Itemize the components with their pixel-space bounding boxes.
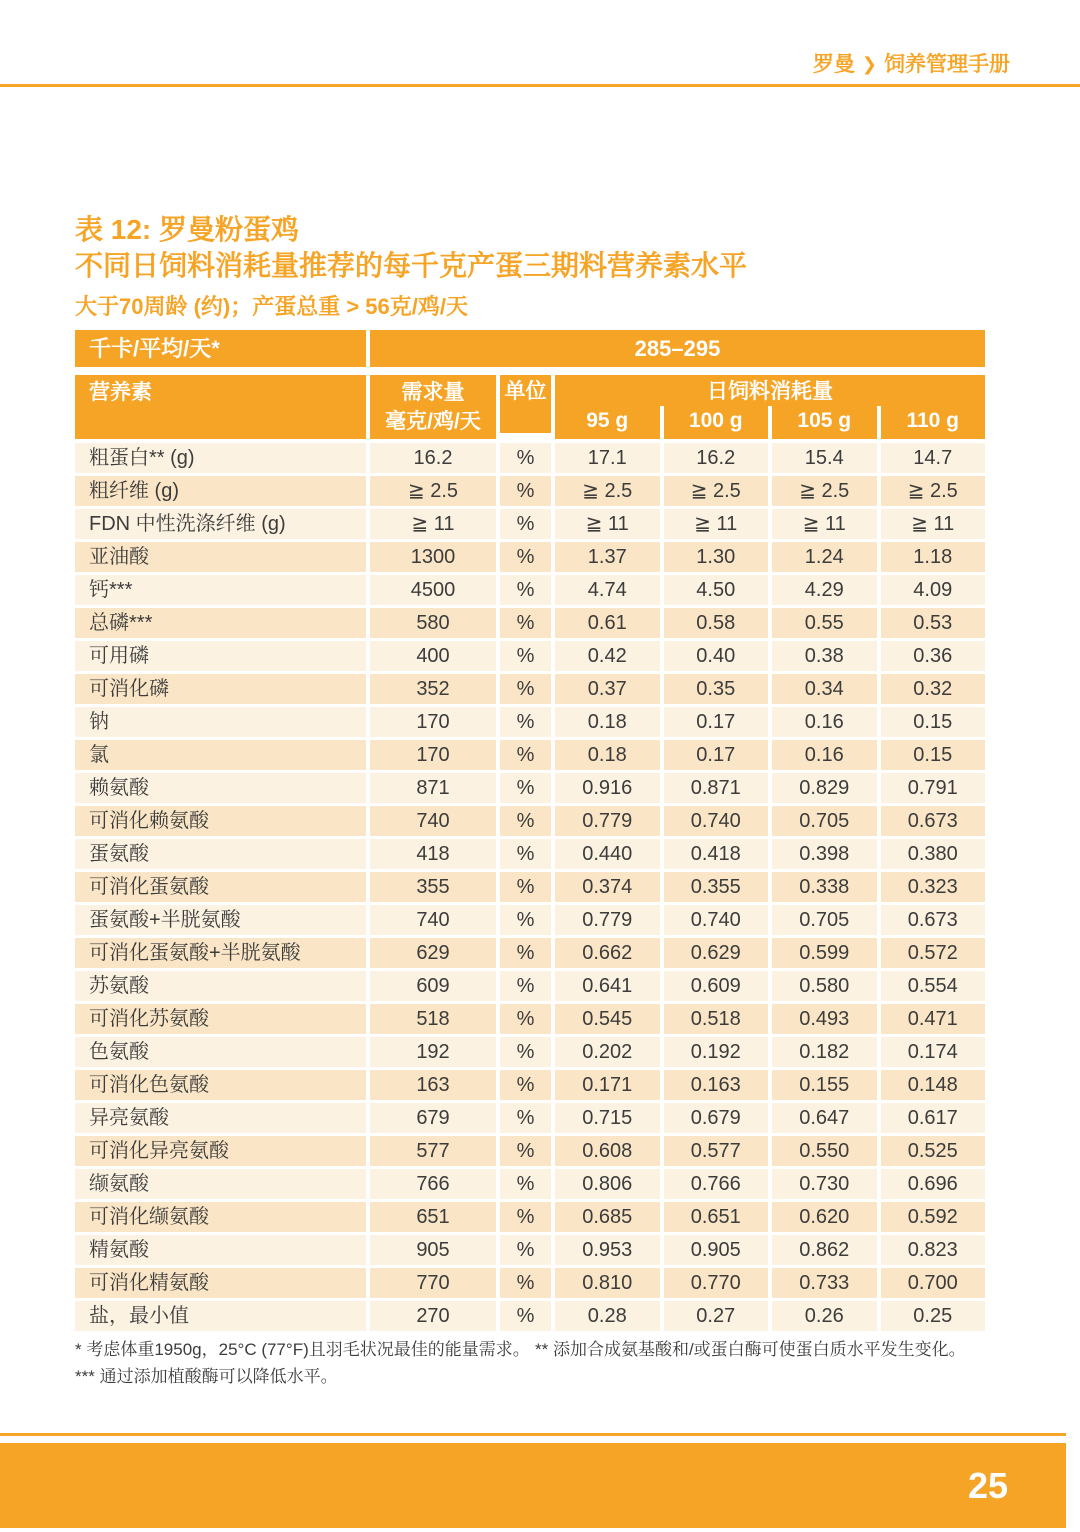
- unit-cell: %: [500, 674, 551, 704]
- table-row: [75, 773, 985, 803]
- chevron-right-icon: ❯: [861, 54, 877, 74]
- value-cell: 0.525: [881, 1136, 986, 1166]
- requirement-cell: 4500: [370, 575, 496, 605]
- requirement-cell: 609: [370, 971, 496, 1001]
- value-cell: 0.18: [555, 740, 660, 770]
- nutrient-name-cell: 粗蛋白** (g): [75, 443, 366, 473]
- value-cell: 0.609: [664, 971, 769, 1001]
- table-row: [75, 872, 985, 902]
- unit-cell: %: [500, 971, 551, 1001]
- value-cell: 1.24: [772, 542, 877, 572]
- value-cell: 0.554: [881, 971, 986, 1001]
- unit-cell: %: [500, 443, 551, 473]
- footnote-2: ** 添加合成氨基酸和/或蛋白酶可使蛋白质水平发生变化。: [535, 1340, 966, 1359]
- value-cell: 0.730: [772, 1169, 877, 1199]
- value-cell: 0.18: [555, 707, 660, 737]
- value-cell: 17.1: [555, 443, 660, 473]
- nutrient-name-cell: 亚油酸: [75, 542, 366, 572]
- manual-header: [813, 48, 1010, 78]
- requirement-cell: 355: [370, 872, 496, 902]
- value-cell: 0.398: [772, 839, 877, 869]
- value-cell: 0.953: [555, 1235, 660, 1265]
- nutrient-name-cell: 色氨酸: [75, 1037, 366, 1067]
- nutrient-name-cell: 可消化蛋氨酸+半胱氨酸: [75, 938, 366, 968]
- unit-cell: %: [500, 938, 551, 968]
- nutrient-name-cell: 蛋氨酸+半胱氨酸: [75, 905, 366, 935]
- table-row: [75, 806, 985, 836]
- footnotes: [75, 1336, 985, 1390]
- table-row: [75, 1136, 985, 1166]
- value-cell: 0.17: [664, 707, 769, 737]
- requirement-cell: 418: [370, 839, 496, 869]
- title-block: [75, 212, 1005, 321]
- unit-cell: %: [500, 608, 551, 638]
- table-row: [75, 509, 985, 539]
- value-cell: 0.471: [881, 1004, 986, 1034]
- table-row: [75, 905, 985, 935]
- value-cell: 0.61: [555, 608, 660, 638]
- nutrient-column-header: 营养素: [75, 375, 366, 439]
- requirement-cell: 163: [370, 1070, 496, 1100]
- value-cell: 0.493: [772, 1004, 877, 1034]
- value-cell: 0.58: [664, 608, 769, 638]
- value-cell: 0.592: [881, 1202, 986, 1232]
- nutrient-name-cell: FDN 中性洗涤纤维 (g): [75, 509, 366, 539]
- value-cell: 0.810: [555, 1268, 660, 1298]
- requirement-label: 需求量: [401, 381, 465, 404]
- value-cell: 0.685: [555, 1202, 660, 1232]
- value-cell: ≧ 11: [772, 509, 877, 539]
- value-cell: 0.673: [881, 905, 986, 935]
- unit-cell: %: [500, 773, 551, 803]
- unit-cell: %: [500, 1070, 551, 1100]
- value-cell: 0.26: [772, 1301, 877, 1331]
- value-cell: 0.16: [772, 740, 877, 770]
- value-cell: ≧ 11: [881, 509, 986, 539]
- unit-cell: %: [500, 1202, 551, 1232]
- value-cell: 0.705: [772, 905, 877, 935]
- value-cell: 0.174: [881, 1037, 986, 1067]
- value-cell: 0.323: [881, 872, 986, 902]
- value-cell: 0.651: [664, 1202, 769, 1232]
- unit-cell: %: [500, 839, 551, 869]
- value-cell: 0.545: [555, 1004, 660, 1034]
- value-cell: 0.705: [772, 806, 877, 836]
- requirement-cell: 740: [370, 905, 496, 935]
- footer-bar: [0, 1443, 1066, 1528]
- table-row: [75, 1070, 985, 1100]
- nutrient-name-cell: 总磷***: [75, 608, 366, 638]
- value-cell: 0.53: [881, 608, 986, 638]
- table-row: [75, 1268, 985, 1298]
- nutrient-name-cell: 可消化赖氨酸: [75, 806, 366, 836]
- value-cell: 0.355: [664, 872, 769, 902]
- value-cell: 1.37: [555, 542, 660, 572]
- value-cell: 0.28: [555, 1301, 660, 1331]
- nutrient-name-cell: 钠: [75, 707, 366, 737]
- requirement-cell: ≧ 11: [370, 509, 496, 539]
- value-cell: 0.15: [881, 707, 986, 737]
- value-cell: 0.374: [555, 872, 660, 902]
- table-row: [75, 1037, 985, 1067]
- unit-cell: %: [500, 1004, 551, 1034]
- value-cell: 0.35: [664, 674, 769, 704]
- unit-cell: %: [500, 476, 551, 506]
- requirement-cell: 629: [370, 938, 496, 968]
- table-row: [75, 476, 985, 506]
- table-row: [75, 938, 985, 968]
- value-cell: 1.18: [881, 542, 986, 572]
- value-cell: 0.182: [772, 1037, 877, 1067]
- table-subtitle: 大于70周龄 (约)；产蛋总重 > 56克/鸡/天: [75, 294, 469, 319]
- table-row: [75, 1169, 985, 1199]
- value-cell: 4.29: [772, 575, 877, 605]
- value-cell: 0.37: [555, 674, 660, 704]
- value-cell: 0.779: [555, 905, 660, 935]
- nutrient-name-cell: 赖氨酸: [75, 773, 366, 803]
- table-row: [75, 971, 985, 1001]
- unit-cell: %: [500, 806, 551, 836]
- daily-intake-header: [555, 375, 985, 439]
- table-row: [75, 575, 985, 605]
- value-cell: 0.620: [772, 1202, 877, 1232]
- value-cell: 0.17: [664, 740, 769, 770]
- daily-columns: [555, 406, 985, 439]
- value-cell: 0.599: [772, 938, 877, 968]
- unit-cell: %: [500, 1235, 551, 1265]
- requirement-cell: 16.2: [370, 443, 496, 473]
- table-row: [75, 707, 985, 737]
- requirement-cell: 679: [370, 1103, 496, 1133]
- daily-column-header: 105 g: [768, 406, 877, 439]
- requirement-cell: 400: [370, 641, 496, 671]
- value-cell: 0.38: [772, 641, 877, 671]
- footnote-1: * 考虑体重1950g，25°C (77°F)且羽毛状况最佳的能量需求。: [75, 1340, 530, 1359]
- nutrient-name-cell: 可用磷: [75, 641, 366, 671]
- value-cell: 0.380: [881, 839, 986, 869]
- value-cell: 1.30: [664, 542, 769, 572]
- unit-cell: %: [500, 542, 551, 572]
- requirement-cell: 905: [370, 1235, 496, 1265]
- value-cell: ≧ 2.5: [555, 476, 660, 506]
- value-cell: 0.518: [664, 1004, 769, 1034]
- value-cell: 0.871: [664, 773, 769, 803]
- value-cell: 0.148: [881, 1070, 986, 1100]
- value-cell: 0.572: [881, 938, 986, 968]
- nutrient-name-cell: 盐，最小值: [75, 1301, 366, 1331]
- value-cell: 0.662: [555, 938, 660, 968]
- value-cell: 0.766: [664, 1169, 769, 1199]
- table-row: [75, 1235, 985, 1265]
- nutrient-name-cell: 可消化异亮氨酸: [75, 1136, 366, 1166]
- requirement-cell: 580: [370, 608, 496, 638]
- value-cell: 0.338: [772, 872, 877, 902]
- value-cell: 0.32: [881, 674, 986, 704]
- unit-cell: %: [500, 1103, 551, 1133]
- table-row: [75, 1202, 985, 1232]
- manual-title: 饲养管理手册: [884, 53, 1010, 76]
- value-cell: 0.791: [881, 773, 986, 803]
- value-cell: 0.733: [772, 1268, 877, 1298]
- requirement-cell: 651: [370, 1202, 496, 1232]
- daily-intake-label: 日饲料消耗量: [707, 380, 833, 403]
- table-row: [75, 740, 985, 770]
- value-cell: 0.905: [664, 1235, 769, 1265]
- value-cell: 0.580: [772, 971, 877, 1001]
- value-cell: 0.629: [664, 938, 769, 968]
- footer-divider: [0, 1433, 1066, 1436]
- nutrient-name-cell: 可消化磷: [75, 674, 366, 704]
- value-cell: 0.27: [664, 1301, 769, 1331]
- unit-cell: %: [500, 1136, 551, 1166]
- table-row: [75, 839, 985, 869]
- nutrient-name-cell: 氯: [75, 740, 366, 770]
- table-title-line2: 不同日饲料消耗量推荐的每千克产蛋三期料营养素水平: [75, 250, 748, 281]
- nutrient-name-cell: 可消化精氨酸: [75, 1268, 366, 1298]
- unit-cell: %: [500, 641, 551, 671]
- value-cell: 0.36: [881, 641, 986, 671]
- table-row: [75, 641, 985, 671]
- value-cell: ≧ 2.5: [664, 476, 769, 506]
- energy-label-cell: 千卡/平均/天*: [75, 330, 366, 367]
- nutrient-name-cell: 可消化色氨酸: [75, 1070, 366, 1100]
- value-cell: 0.155: [772, 1070, 877, 1100]
- value-cell: ≧ 2.5: [772, 476, 877, 506]
- value-cell: 0.823: [881, 1235, 986, 1265]
- unit-label: 单位: [500, 375, 551, 433]
- value-cell: 0.916: [555, 773, 660, 803]
- table-row: [75, 443, 985, 473]
- nutrient-name-cell: 缬氨酸: [75, 1169, 366, 1199]
- value-cell: 4.74: [555, 575, 660, 605]
- value-cell: 0.55: [772, 608, 877, 638]
- value-cell: 0.40: [664, 641, 769, 671]
- requirement-cell: 766: [370, 1169, 496, 1199]
- page-number: 25: [967, 1465, 1008, 1506]
- nutrient-name-cell: 精氨酸: [75, 1235, 366, 1265]
- value-cell: 14.7: [881, 443, 986, 473]
- value-cell: 0.171: [555, 1070, 660, 1100]
- nutrient-name-cell: 钙***: [75, 575, 366, 605]
- footnote-3: *** 通过添加植酸酶可以降低水平。: [75, 1367, 338, 1386]
- value-cell: 4.09: [881, 575, 986, 605]
- unit-cell: %: [500, 575, 551, 605]
- unit-cell: %: [500, 707, 551, 737]
- table-row: [75, 542, 985, 572]
- value-cell: 0.15: [881, 740, 986, 770]
- nutrient-name-cell: 可消化蛋氨酸: [75, 872, 366, 902]
- value-cell: 0.673: [881, 806, 986, 836]
- requirement-cell: 270: [370, 1301, 496, 1331]
- nutrient-name-cell: 苏氨酸: [75, 971, 366, 1001]
- requirement-cell: 170: [370, 707, 496, 737]
- table-row: [75, 674, 985, 704]
- value-cell: 0.696: [881, 1169, 986, 1199]
- requirement-cell: 770: [370, 1268, 496, 1298]
- requirement-column-header: [370, 375, 496, 439]
- value-cell: 0.647: [772, 1103, 877, 1133]
- table-row: [75, 1004, 985, 1034]
- value-cell: 0.740: [664, 806, 769, 836]
- value-cell: 0.679: [664, 1103, 769, 1133]
- value-cell: 16.2: [664, 443, 769, 473]
- value-cell: 0.779: [555, 806, 660, 836]
- unit-cell: %: [500, 1268, 551, 1298]
- value-cell: 0.163: [664, 1070, 769, 1100]
- unit-cell: %: [500, 1301, 551, 1331]
- value-cell: ≧ 11: [555, 509, 660, 539]
- value-cell: 0.34: [772, 674, 877, 704]
- value-cell: 0.25: [881, 1301, 986, 1331]
- unit-cell: %: [500, 1169, 551, 1199]
- value-cell: 0.617: [881, 1103, 986, 1133]
- table-title-line1: 表 12: 罗曼粉蛋鸡: [75, 214, 300, 245]
- value-cell: 0.740: [664, 905, 769, 935]
- value-cell: ≧ 11: [664, 509, 769, 539]
- nutrient-name-cell: 可消化苏氨酸: [75, 1004, 366, 1034]
- requirement-cell: 352: [370, 674, 496, 704]
- value-cell: 0.715: [555, 1103, 660, 1133]
- nutrient-table: [75, 330, 985, 1331]
- value-cell: 0.700: [881, 1268, 986, 1298]
- value-cell: 0.418: [664, 839, 769, 869]
- value-cell: 0.16: [772, 707, 877, 737]
- table-row: [75, 1103, 985, 1133]
- unit-cell: %: [500, 1037, 551, 1067]
- value-cell: 0.202: [555, 1037, 660, 1067]
- table-row: [75, 1301, 985, 1331]
- value-cell: 15.4: [772, 443, 877, 473]
- value-cell: 0.192: [664, 1037, 769, 1067]
- requirement-cell: 170: [370, 740, 496, 770]
- unit-cell: %: [500, 872, 551, 902]
- unit-cell: %: [500, 509, 551, 539]
- header-divider: [0, 84, 1080, 87]
- daily-column-header: 110 g: [877, 406, 986, 439]
- table-body: [75, 443, 985, 1331]
- requirement-cell: 518: [370, 1004, 496, 1034]
- nutrient-name-cell: 蛋氨酸: [75, 839, 366, 869]
- value-cell: 0.42: [555, 641, 660, 671]
- value-cell: 0.577: [664, 1136, 769, 1166]
- requirement-cell: 577: [370, 1136, 496, 1166]
- daily-column-header: 100 g: [660, 406, 769, 439]
- nutrient-name-cell: 粗纤维 (g): [75, 476, 366, 506]
- value-cell: 0.806: [555, 1169, 660, 1199]
- requirement-cell: 1300: [370, 542, 496, 572]
- value-cell: 0.829: [772, 773, 877, 803]
- table-header-row: [75, 375, 985, 439]
- nutrient-name-cell: 异亮氨酸: [75, 1103, 366, 1133]
- unit-column-header: [500, 375, 551, 439]
- value-cell: ≧ 2.5: [881, 476, 986, 506]
- unit-cell: %: [500, 740, 551, 770]
- value-cell: 0.440: [555, 839, 660, 869]
- nutrient-name-cell: 可消化缬氨酸: [75, 1202, 366, 1232]
- value-cell: 0.770: [664, 1268, 769, 1298]
- requirement-cell: 871: [370, 773, 496, 803]
- requirement-cell: 740: [370, 806, 496, 836]
- value-cell: 0.862: [772, 1235, 877, 1265]
- daily-column-header: 95 g: [586, 409, 629, 432]
- brand-text: 罗曼: [812, 53, 855, 76]
- requirement-cell: 192: [370, 1037, 496, 1067]
- table-row: [75, 608, 985, 638]
- value-cell: 0.608: [555, 1136, 660, 1166]
- requirement-unit-label: 毫克/鸡/天: [385, 410, 481, 433]
- value-cell: 0.550: [772, 1136, 877, 1166]
- requirement-cell: ≧ 2.5: [370, 476, 496, 506]
- energy-row: [75, 330, 985, 367]
- value-cell: 0.641: [555, 971, 660, 1001]
- energy-value-cell: 285–295: [370, 330, 985, 367]
- value-cell: 4.50: [664, 575, 769, 605]
- unit-cell: %: [500, 905, 551, 935]
